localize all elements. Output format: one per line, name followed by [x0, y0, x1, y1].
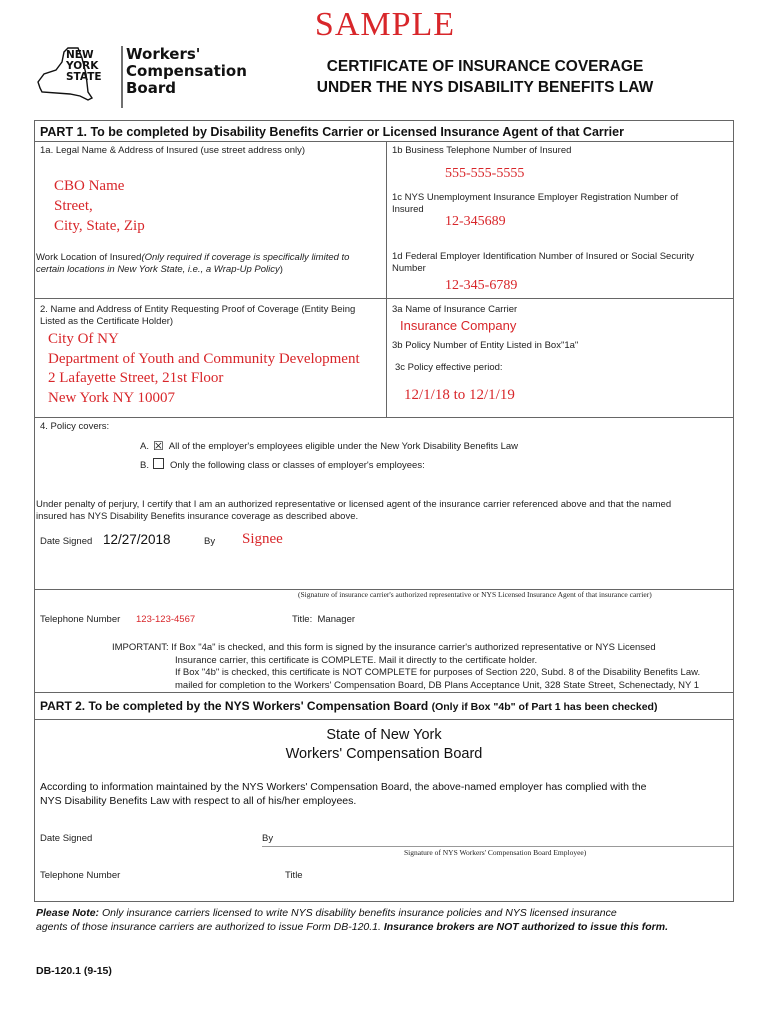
field-1b-label: 1b Business Telephone Number of Insured — [392, 145, 572, 156]
logo-agency-line1: Workers' — [126, 45, 201, 63]
title-line1: CERTIFICATE OF INSURANCE COVERAGE — [326, 58, 644, 75]
logo-agency-line3: Board — [126, 79, 176, 97]
field-1c-label-line1: 1c NYS Unemployment Insurance Employer Registration Number of — [392, 192, 679, 203]
important-line3: If Box "4b" is checked, this certificate is NOT COMPLETE for purposes of Section 220, Subd. 8 of the Disability Benefits Law. — [175, 667, 701, 678]
work-location-label-a: Work Location of Insured — [36, 252, 142, 263]
part2-title — [34, 726, 734, 764]
certificate-holder-value[interactable] — [48, 330, 360, 408]
option-b-checkbox[interactable] — [153, 458, 164, 469]
perjury-statement — [36, 499, 733, 523]
please-note-label: Please Note: — [36, 907, 100, 919]
by-label: By — [204, 536, 216, 547]
part2-heading-bold: PART 2. To be completed by the NYS Workers' Compensation Board — [40, 699, 429, 713]
part1-heading: PART 1. To be completed by Disability Benefits Carrier or Licensed Insurance Agent of that Carrier — [40, 125, 624, 139]
logo-state-line1: NEW — [66, 49, 94, 61]
work-location-label — [36, 252, 381, 276]
field-1d-label — [392, 251, 694, 275]
option-a-text: All of the employer's employees eligible under the New York Disability Benefits Law — [168, 441, 519, 452]
insured-name: CBO Name — [54, 178, 125, 194]
part1-heading-divider — [34, 141, 734, 142]
important-line1: IMPORTANT: If Box "4a" is checked, and this form is signed by the insurance carrier's authorized representative or NYS Licensed — [112, 642, 656, 653]
field-1d-value[interactable]: 12-345-6789 — [445, 278, 518, 293]
option-b-row — [140, 458, 425, 472]
work-location-label-b: (Only required if coverage is specifically limited to — [141, 252, 350, 263]
part1-policy-divider — [34, 417, 734, 418]
field-3b-label: 3b Policy Number of Entity Listed in Box"1a" — [392, 340, 579, 351]
part1-right-divider — [386, 298, 734, 299]
holder-line1: City Of NY — [48, 331, 119, 347]
part2-bottom-border — [34, 901, 734, 902]
title-value[interactable]: Manager — [317, 614, 356, 625]
part2-left-border — [34, 692, 35, 902]
part2-state-line: State of New York — [326, 727, 442, 743]
part2-title-label: Title — [285, 870, 303, 881]
field-3a-label: 3a Name of Insurance Carrier — [392, 304, 518, 315]
part2-by-label: By — [262, 833, 274, 844]
work-location-label-c: certain locations in New York State, i.e., a Wrap-Up Policy — [36, 264, 280, 275]
logo-agency-line2: Compensation — [126, 62, 247, 80]
field-2-label — [40, 304, 355, 328]
option-a-checkbox[interactable]: ☒ — [152, 439, 164, 453]
please-note-bold: Insurance brokers are NOT authorized to issue this form. — [383, 921, 668, 933]
part2-right-border — [733, 692, 734, 902]
signature-value[interactable]: Signee — [242, 531, 283, 547]
field-1a-label: 1a. Legal Name & Address of Insured (use street address only) — [40, 145, 306, 156]
form-id: DB-120.1 (9-15) — [36, 965, 112, 977]
option-b-letter: B. — [140, 460, 149, 471]
nys-wcb-logo — [34, 44, 247, 110]
title-label-text: Title: — [292, 614, 313, 625]
field-2-label-line1: 2. Name and Address of Entity Requesting Proof of Coverage (Entity Being — [40, 304, 356, 315]
field-1d-label-line2: Number — [392, 263, 426, 274]
please-note-line1: Only insurance carriers licensed to write NYS disability benefits insurance policies and NYS licensed insurance — [101, 907, 617, 919]
part2-date-signed-label: Date Signed — [40, 833, 93, 844]
field-1a-value[interactable] — [54, 176, 145, 236]
insured-city: City, State, Zip — [54, 218, 145, 234]
sample-watermark: SAMPLE — [314, 6, 456, 43]
field-1c-label — [392, 192, 678, 216]
part2-statement-line1: According to information maintained by the NYS Workers' Compensation Board, the above-named employer has complied with the — [40, 781, 647, 793]
holder-line2: Department of Youth and Community Development — [48, 350, 360, 367]
part2-signature-caption: Signature of NYS Workers' Compensation Board Employee) — [404, 848, 587, 857]
field-2-label-line2: Listed as the Certificate Holder) — [40, 316, 174, 327]
date-signed-value[interactable]: 12/27/2018 — [103, 532, 171, 547]
perjury-line1: Under penalty of perjury, I certify that I am an authorized representative or licensed agent of the insurance carrier referenced above and that the named — [36, 499, 672, 510]
part2-top-border — [34, 719, 734, 720]
telephone-label: Telephone Number — [40, 614, 121, 625]
logo-state-line3: STATE — [66, 71, 102, 83]
option-a-letter: A. — [140, 441, 149, 452]
certificate-title — [250, 56, 720, 98]
part1-bottom-border — [34, 692, 734, 693]
part2-heading-paren: (Only if Box "4b" of Part 1 has been checked) — [431, 701, 658, 713]
holder-line4: New York NY 10007 — [48, 389, 175, 406]
part2-board-line: Workers' Compensation Board — [285, 746, 483, 762]
perjury-line2: insured has NYS Disability Benefits insurance coverage as described above. — [36, 511, 359, 522]
part1-left-border — [34, 120, 35, 692]
field-1d-label-line1: 1d Federal Employer Identification Number of Insured or Social Security — [392, 251, 695, 262]
option-b-text: Only the following class or classes of employer's employees: — [169, 460, 425, 471]
part2-statement-line2: NYS Disability Benefits Law with respect to all of his/her employees. — [40, 794, 357, 807]
part2-signature-line[interactable] — [262, 846, 733, 847]
part2-statement — [40, 781, 646, 808]
part2-heading — [40, 699, 657, 713]
part2-telephone-label: Telephone Number — [40, 870, 121, 881]
date-signed-label: Date Signed — [40, 536, 93, 547]
important-line4: mailed for completion to the Workers' Compensation Board, DB Plans Acceptance Unit, 328 State Street, Schenectady, NY 1 — [175, 679, 700, 691]
important-line2: Insurance carrier, this certificate is COMPLETE. Mail it directly to the certificate holder. — [175, 654, 538, 666]
field-1b-value[interactable]: 555-555-5555 — [445, 166, 525, 181]
title-label — [292, 614, 355, 626]
field-1c-value[interactable]: 12-345689 — [445, 214, 506, 229]
part1-left-divider — [34, 298, 387, 299]
field-4-label: 4. Policy covers: — [40, 421, 110, 432]
field-3a-value[interactable]: Insurance Company — [400, 318, 517, 333]
telephone-value[interactable]: 123-123-4567 — [136, 614, 196, 625]
part1-right-border — [733, 120, 734, 692]
important-notice — [112, 642, 736, 692]
field-3c-label: 3c Policy effective period: — [395, 362, 503, 373]
part1-top-border — [34, 120, 734, 121]
work-location-label-d: ) — [279, 264, 283, 275]
signature-caption: (Signature of insurance carrier's authorized representative or NYS Licensed Insurance Agent of that insurance carrier) — [298, 590, 652, 599]
option-a-row — [140, 441, 518, 453]
field-1c-label-line2: Insured — [392, 204, 424, 215]
part1-column-divider — [386, 141, 387, 417]
holder-line3: 2 Lafayette Street, 21st Floor — [48, 370, 224, 386]
insured-street: Street, — [54, 198, 93, 214]
logo-state-line2: YORK — [66, 60, 99, 72]
please-note — [36, 906, 668, 934]
please-note-line2: agents of those insurance carriers are authorized to issue Form DB-120.1. — [36, 921, 381, 933]
title-line2: UNDER THE NYS DISABILITY BENEFITS LAW — [316, 79, 654, 96]
field-3c-value[interactable]: 12/1/18 to 12/1/19 — [404, 387, 515, 403]
